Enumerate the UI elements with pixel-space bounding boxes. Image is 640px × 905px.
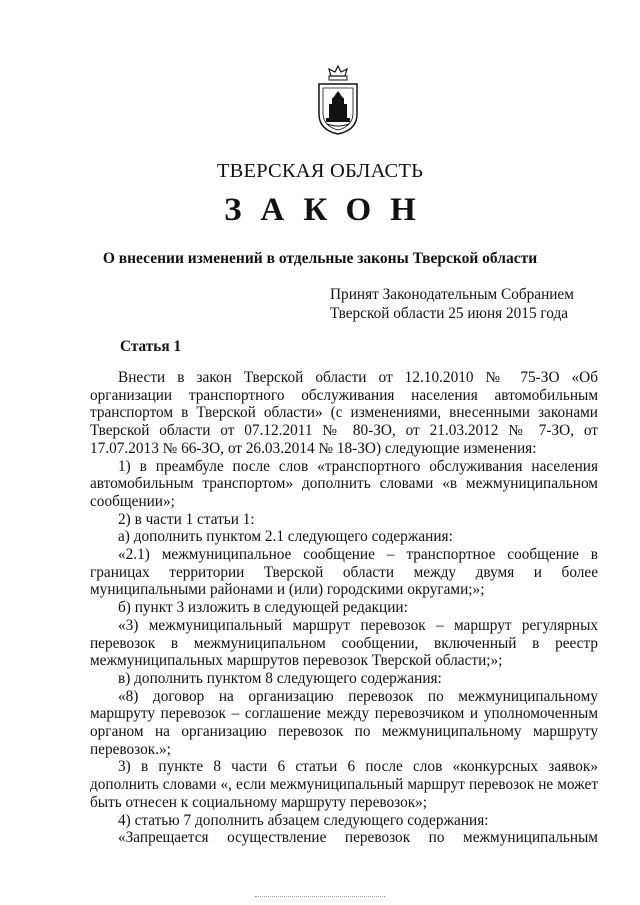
paragraph: Внести в закон Тверской области от 12.10.2010 № 75-ЗО «Об организации транспортного обслуживания населения автомобильным транспортом в Тверской области» (с изменениями, внесенными законами Тверской области от 07.12.2011 № 80-ЗО, от 21.03.2012 № 7-ЗО, от 17.07.2013 № 66-ЗО, от 26.03.2014 № 18-ЗО) следующие изменения: [90, 369, 598, 457]
paragraph: б) пункт 3 изложить в следующей редакции: [118, 599, 408, 617]
region-name: ТВЕРСКАЯ ОБЛАСТЬ [216, 160, 424, 182]
document-type: ЗАКОН [224, 192, 435, 228]
paragraph: 4) статью 7 дополнить абзацем следующего содержания: [118, 811, 489, 829]
adoption-note [330, 285, 574, 323]
paragraph: 2) в части 1 статьи 1: [118, 510, 255, 528]
paragraph: в) дополнить пунктом 8 следующего содержания: [118, 669, 442, 687]
article-heading: Статья 1 [120, 338, 182, 355]
adoption-note-line-2: Тверской области 25 июня 2015 года [330, 305, 569, 322]
paragraph: «Запрещается осуществление перевозок по межмуниципальным [118, 829, 598, 847]
paragraph: «2.1) межмуниципальное сообщение – транспортное сообщение в границах территории Тверской области между двумя и более муниципальными районами и (или) городскими округами;»; [90, 546, 598, 599]
paragraph: «8) договор на организацию перевозок по межмуниципальному маршруту перевозок – соглашение между перевозчиком и уполномоченным органом на организацию перевозок по межмуниципальному маршруту перевозок.»; [90, 687, 598, 758]
paragraph: а) дополнить пунктом 2.1 следующего содержания: [118, 528, 453, 546]
law-title: О внесении изменений в отдельные законы Тверской области [102, 250, 538, 267]
coat-of-arms-icon [316, 64, 360, 136]
paragraph: «3) межмуниципальный маршрут перевозок – маршрут регулярных перевозок в межмуниципальном сообщении, включенный в реестр межмуниципальных маршрутов перевозок Тверской области;»; [90, 616, 598, 670]
paragraph: 3) в пункте 8 части 6 статьи 6 после слов «конкурсных заявок» дополнить словами «, если межмуниципальный маршрут перевозок не может быть отнесен к социальному маршруту перевозок»; [90, 758, 598, 811]
paragraph: 1) в преамбуле после слов «транспортного обслуживания населения автомобильным транспортом» дополнить словами «в межмуниципальном сообщении»; [90, 457, 598, 510]
adoption-note-line-1: Принят Законодательным Собранием [330, 286, 574, 303]
page-footer-divider [255, 896, 385, 897]
article-body [90, 369, 598, 847]
